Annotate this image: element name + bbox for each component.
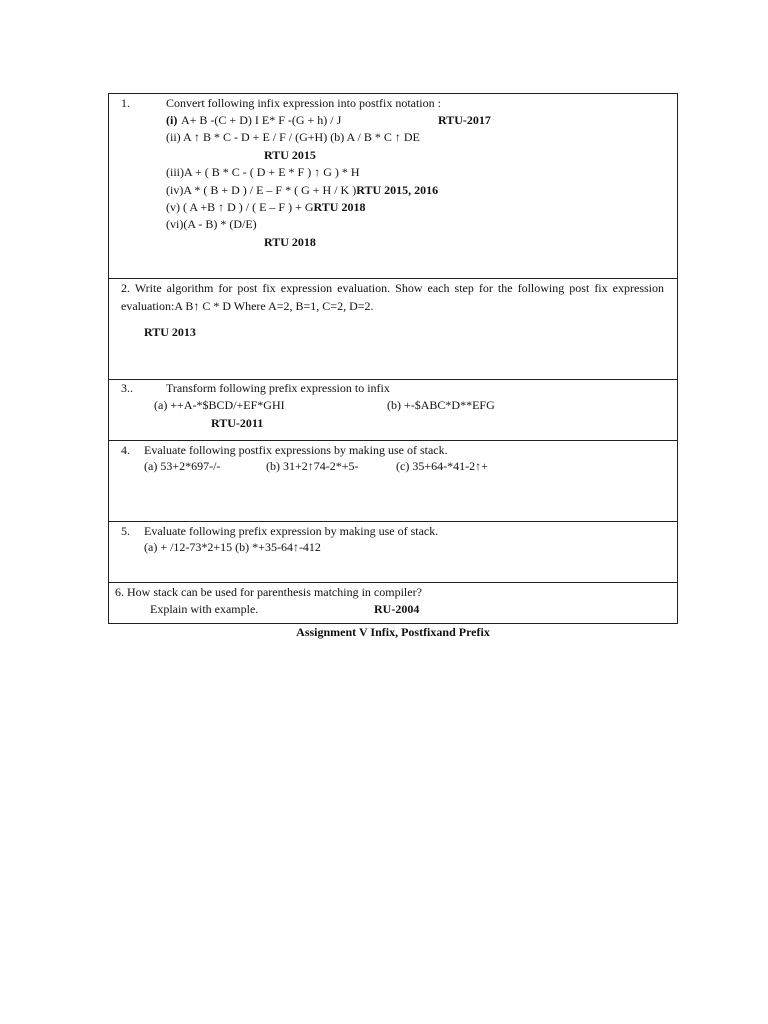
exam-tag: RTU 2018 [313,200,366,214]
expression-text: A+ B -(C + D) I E* F -(G + h) / J [181,113,342,127]
expression-text: (a) ++A-*$BCD/+EF*GHI [154,398,285,412]
expression-text: (iv)A * ( B + D ) / E – F * ( G + H / K ) [166,183,357,197]
exam-tag: RTU 2015, 2016 [356,183,439,197]
question-2-cell [109,279,677,380]
question-prompt: 2. Write algorithm for post fix expression evaluation. Show each step for the following post fix expression evaluation:A B↑ C * D Where A=2, B=1, C=2, D=2. [121,281,664,313]
question-number: 5. [121,524,130,538]
assignment-table [108,93,678,624]
question-number: 4. [121,443,130,457]
question-5-cell [109,522,677,583]
expression-text: (b) +-$ABC*D**EFG [387,398,495,412]
exam-tag: RTU-2017 [438,113,491,127]
expression-text: (iii)A + ( B * C - ( D + E * F ) ↑ G ) * H [166,165,360,179]
question-prompt: Evaluate following prefix expression by making use of stack. [144,524,439,538]
expression-text: (b) 31+2↑74-2*+5- [266,459,359,473]
question-subtext: Explain with example. [150,602,259,616]
assignment-title: Assignment V Infix, Postfixand Prefix [296,625,490,639]
question-3-cell [109,380,677,441]
question-number: 3.. [121,381,133,395]
expression-text [166,199,365,217]
question-prompt: Convert following infix expression into postfix notation : [166,96,441,110]
question-4-cell [109,441,677,522]
expression-text: (vi)(A - B) * (D/E) [166,217,257,231]
question-1-cell [109,94,677,279]
expression-text: (v) ( A +B ↑ D ) / ( E – F ) + G [166,200,314,214]
exam-tag: RTU-2011 [211,416,264,430]
question-prompt: 6. How stack can be used for parenthesis matching in compiler? [115,585,422,599]
expression-text: (a) 53+2*697-/- [144,459,221,473]
question-prompt: Evaluate following postfix expressions by making use of stack. [144,443,448,457]
question-number: 1. [121,96,130,110]
question-prompt: Transform following prefix expression to infix [166,381,390,395]
question-6-cell [109,583,677,623]
item-marker: (i) [166,113,178,127]
expression-text [166,182,438,200]
exam-tag: RTU 2015 [264,148,316,162]
exam-tag: RTU 2018 [264,235,316,249]
expression-text: (a) + /12-73*2+15 (b) *+35-64↑-412 [144,540,321,554]
exam-tag: RTU 2013 [144,325,196,339]
expression-text: (ii) A ↑ B * C - D + E / F / (G+H) (b) A / B * C ↑ DE [166,130,420,144]
exam-tag: RU-2004 [374,602,420,616]
expression-text: (c) 35+64-*41-2↑+ [396,459,488,473]
